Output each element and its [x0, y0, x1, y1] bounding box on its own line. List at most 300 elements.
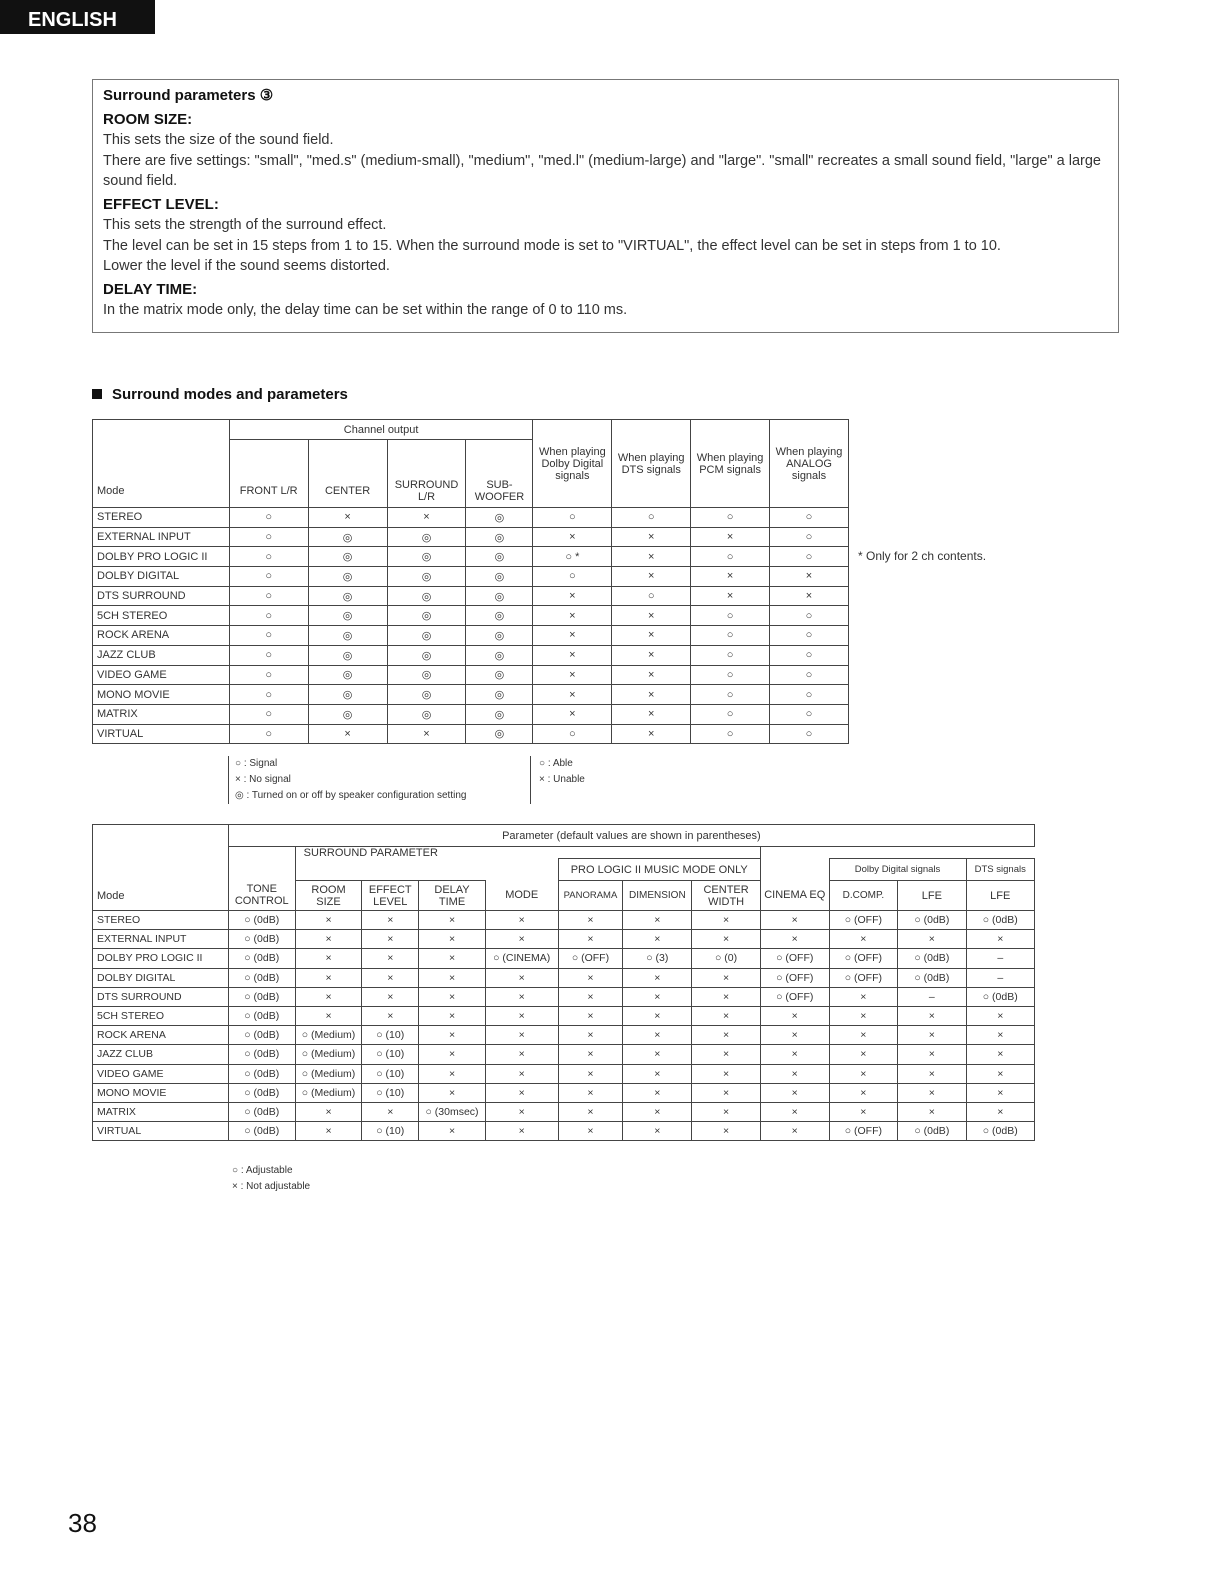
mode-cell: 5CH STEREO	[93, 606, 230, 626]
t1-pcm-header: When playing PCM signals	[691, 420, 770, 508]
table-row	[93, 626, 849, 646]
table-cell: ◎	[466, 527, 533, 547]
table-cell: ×	[898, 1006, 966, 1025]
mode-cell: DTS SURROUND	[93, 586, 230, 606]
effect-level-line3: Lower the level if the sound seems distorted.	[103, 258, 390, 274]
table-cell: ×	[533, 685, 612, 705]
table-cell: ×	[558, 1006, 623, 1025]
table-cell: ○	[691, 724, 770, 744]
table-cell: ×	[485, 930, 558, 949]
table-cell: ◎	[387, 704, 466, 724]
table-cell: ○	[770, 724, 849, 744]
table-cell: ◎	[308, 586, 387, 606]
table-cell: ×	[612, 704, 691, 724]
table-cell: ○	[770, 626, 849, 646]
table-cell: ×	[612, 606, 691, 626]
legend-signal: ○ : Signal	[235, 758, 278, 769]
table-cell: ○	[612, 586, 691, 606]
table-cell: ○ (0dB)	[228, 1064, 295, 1083]
table-cell: ○ (0dB)	[228, 1122, 295, 1141]
t1-surround-header: SURROUND L/R	[387, 440, 466, 508]
mode-cell: MONO MOVIE	[93, 685, 230, 705]
table-row	[93, 1102, 1035, 1121]
table-cell: ×	[612, 626, 691, 646]
table-cell: ○ (0dB)	[228, 1045, 295, 1064]
t2-tone-spacer	[228, 847, 295, 881]
table-cell: –	[898, 987, 966, 1006]
table-cell: ×	[533, 626, 612, 646]
mode-cell: VIRTUAL	[93, 1122, 229, 1141]
table-cell: ○ (0dB)	[228, 1083, 295, 1102]
table-row	[93, 987, 1035, 1006]
table-cell: ×	[966, 1083, 1034, 1102]
table-cell: ×	[362, 949, 419, 968]
t2-signal-spacer	[829, 847, 1034, 859]
table-cell: ○	[770, 606, 849, 626]
t2-pl-spacer	[558, 847, 760, 859]
table-cell: ×	[419, 930, 486, 949]
table-cell: ◎	[466, 606, 533, 626]
table-cell: ×	[558, 987, 623, 1006]
page-number: 38	[68, 1508, 97, 1538]
table-cell: ◎	[466, 665, 533, 685]
table-cell: ◎	[308, 606, 387, 626]
t1-dts-header: When playing DTS signals	[612, 420, 691, 508]
room-size-heading: ROOM SIZE:	[103, 110, 193, 128]
table-cell: ○ (0dB)	[228, 930, 295, 949]
table-cell: ×	[829, 930, 898, 949]
mode-cell: VIRTUAL	[93, 724, 230, 744]
table-cell: ○ (0dB)	[966, 987, 1034, 1006]
table-cell: ×	[829, 1026, 898, 1045]
table-cell: ○	[229, 508, 308, 528]
t2-pro-logic-header: PRO LOGIC II MUSIC MODE ONLY	[558, 859, 760, 881]
t2-mode-header: Mode	[93, 825, 229, 911]
table-cell: ×	[485, 1045, 558, 1064]
table-cell: ×	[692, 1026, 761, 1045]
table-cell: ○ (0dB)	[966, 911, 1034, 930]
mode-cell: ROCK ARENA	[93, 1026, 229, 1045]
t2-dcomp-header: D.COMP.	[829, 881, 898, 911]
t2-mode-col-header: MODE	[485, 881, 558, 911]
table-cell: ×	[558, 1083, 623, 1102]
t1-dolby-header: When playing Dolby Digital signals	[533, 420, 612, 508]
legend-no-signal: × : No signal	[235, 774, 291, 785]
table-cell: ×	[966, 1045, 1034, 1064]
table-row	[93, 930, 1035, 949]
table-cell: ×	[362, 1006, 419, 1025]
table-cell: ×	[295, 968, 362, 987]
table-cell: ◎	[308, 685, 387, 705]
table-cell: ○	[691, 508, 770, 528]
table-cell: ×	[558, 1045, 623, 1064]
table-cell: ×	[760, 1083, 829, 1102]
table-row	[93, 704, 849, 724]
table-cell: ×	[485, 1006, 558, 1025]
table-cell: ×	[533, 665, 612, 685]
table-cell: ◎	[308, 704, 387, 724]
table-cell: ×	[362, 968, 419, 987]
table-cell: ○ (0dB)	[228, 968, 295, 987]
table-cell: ×	[485, 1064, 558, 1083]
table-cell: ◎	[466, 724, 533, 744]
table-cell: ○	[691, 645, 770, 665]
table-cell: ○ (CINEMA)	[485, 949, 558, 968]
t2-cinema-spacer	[760, 847, 829, 881]
table-row	[93, 968, 1035, 987]
table-cell: ×	[558, 1064, 623, 1083]
table-cell: ◎	[308, 626, 387, 646]
t2-lfe-dts-header: LFE	[966, 881, 1034, 911]
table-cell: ×	[760, 1006, 829, 1025]
table-cell: ○	[691, 547, 770, 567]
table-cell: ×	[966, 1026, 1034, 1045]
box-title: Surround parameters ③	[103, 87, 274, 104]
table-cell: ×	[295, 1122, 362, 1141]
legend-not-adjustable: × : Not adjustable	[232, 1181, 311, 1192]
mode-cell: DOLBY DIGITAL	[93, 968, 229, 987]
table-cell: ×	[692, 1045, 761, 1064]
table-cell: ×	[558, 930, 623, 949]
table-row	[93, 547, 849, 567]
table-cell: ×	[760, 930, 829, 949]
mode-cell: STEREO	[93, 911, 229, 930]
table-row	[93, 586, 849, 606]
table-cell: ×	[692, 930, 761, 949]
t2-dts-signals-header: DTS signals	[966, 859, 1034, 881]
mode-cell: JAZZ CLUB	[93, 1045, 229, 1064]
table-cell: ○ (0dB)	[228, 949, 295, 968]
table-cell: ×	[692, 1006, 761, 1025]
table-cell: ◎	[308, 665, 387, 685]
table-cell: ×	[623, 1026, 692, 1045]
table-cell: ×	[829, 1102, 898, 1121]
table-cell: ×	[533, 645, 612, 665]
mode-cell: ROCK ARENA	[93, 626, 230, 646]
table-cell: ×	[485, 1083, 558, 1102]
table-cell: ○	[691, 626, 770, 646]
mode-cell: VIDEO GAME	[93, 1064, 229, 1083]
table-cell: ×	[829, 1083, 898, 1102]
table-cell: ◎	[466, 567, 533, 587]
table-cell: ○	[770, 547, 849, 567]
table-cell: ◎	[466, 704, 533, 724]
table-cell: ○ (0dB)	[228, 911, 295, 930]
table-cell: ○ (0dB)	[898, 1122, 966, 1141]
t2-mode-spacer	[485, 847, 558, 881]
table-cell: ◎	[387, 527, 466, 547]
table-cell: ×	[692, 987, 761, 1006]
table-cell: ×	[898, 1083, 966, 1102]
table-cell: ×	[419, 1083, 486, 1102]
table-cell: ×	[362, 1102, 419, 1121]
table-cell: ◎	[466, 685, 533, 705]
table-cell: ○ (10)	[362, 1064, 419, 1083]
table-cell: ○	[770, 508, 849, 528]
table-cell: ×	[419, 987, 486, 1006]
table-row	[93, 1083, 1035, 1102]
table-row	[93, 1006, 1035, 1025]
table-cell: ×	[623, 1006, 692, 1025]
t1-channel-output-header: Channel output	[229, 420, 533, 440]
table-cell: ○	[229, 606, 308, 626]
table-cell: ×	[419, 949, 486, 968]
table-cell: ×	[760, 1102, 829, 1121]
t2-panorama-header: PANORAMA	[558, 881, 623, 911]
table-cell: ○ (0dB)	[228, 1026, 295, 1045]
mode-cell: DOLBY DIGITAL	[93, 567, 230, 587]
table-cell: ○ (Medium)	[295, 1064, 362, 1083]
table-cell: ×	[623, 968, 692, 987]
table-cell: ×	[760, 1026, 829, 1045]
table-cell: ×	[419, 1026, 486, 1045]
table-cell: ○	[229, 586, 308, 606]
table-cell: ×	[612, 527, 691, 547]
t1-subwoofer-header: SUB-WOOFER	[466, 440, 533, 508]
table-cell: ◎	[466, 547, 533, 567]
table-cell: ○ (0dB)	[898, 949, 966, 968]
table-cell: ×	[692, 1102, 761, 1121]
table-cell: ×	[295, 1102, 362, 1121]
table-cell: ×	[558, 1026, 623, 1045]
delay-time-heading: DELAY TIME:	[103, 280, 198, 298]
table-row	[93, 567, 849, 587]
t1-analog-header: When playing ANALOG signals	[770, 420, 849, 508]
square-bullet-icon	[92, 389, 102, 399]
table-cell: ×	[692, 1122, 761, 1141]
table-cell: ○	[533, 567, 612, 587]
able-legend	[530, 756, 585, 804]
table-cell: ×	[623, 1064, 692, 1083]
table-cell: ×	[485, 1102, 558, 1121]
mode-cell: MONO MOVIE	[93, 1083, 229, 1102]
table-cell: ○ (Medium)	[295, 1026, 362, 1045]
mode-cell: MATRIX	[93, 704, 230, 724]
language-tab: ENGLISH	[0, 0, 155, 34]
table-cell: ○ (Medium)	[295, 1083, 362, 1102]
surround-parameters-box	[92, 79, 1119, 333]
table-cell: ×	[295, 911, 362, 930]
table-cell: ×	[533, 704, 612, 724]
table-cell: ○ (30msec)	[419, 1102, 486, 1121]
contents-note: * Only for 2 ch contents.	[858, 549, 987, 563]
table-cell: ×	[623, 987, 692, 1006]
table-cell: ○ (10)	[362, 1122, 419, 1141]
table-cell: ×	[692, 968, 761, 987]
table-cell: ×	[623, 930, 692, 949]
t1-mode-header: Mode	[93, 420, 230, 508]
table-cell: ○	[229, 704, 308, 724]
table-cell: ×	[770, 567, 849, 587]
table-cell: ×	[829, 1006, 898, 1025]
table-cell: ○	[533, 508, 612, 528]
table-cell: ×	[898, 1064, 966, 1083]
table-cell: ×	[966, 930, 1034, 949]
table-cell: ×	[829, 987, 898, 1006]
table-cell: ×	[533, 606, 612, 626]
table-cell: ◎	[466, 508, 533, 528]
table-cell: ○ *	[533, 547, 612, 567]
table-cell: ×	[419, 911, 486, 930]
table-cell: ×	[533, 586, 612, 606]
table-row	[93, 1026, 1035, 1045]
t2-room-header: ROOM SIZE	[295, 881, 362, 911]
table-cell: ×	[966, 1064, 1034, 1083]
table-cell: ×	[558, 968, 623, 987]
table-row	[93, 606, 849, 626]
mode-cell: DTS SURROUND	[93, 987, 229, 1006]
table-cell: ×	[612, 547, 691, 567]
table-cell: ×	[623, 1045, 692, 1064]
table-cell: ×	[308, 724, 387, 744]
table-cell: ○	[229, 626, 308, 646]
mode-cell: STEREO	[93, 508, 230, 528]
table-row	[93, 949, 1035, 968]
table-cell: ○	[691, 606, 770, 626]
t2-cinema-header: CINEMA EQ	[760, 881, 829, 911]
table-cell: ×	[692, 911, 761, 930]
table-row	[93, 665, 849, 685]
table-cell: ○ (0dB)	[228, 1006, 295, 1025]
effect-level-heading: EFFECT LEVEL:	[103, 195, 219, 213]
table-cell: ○	[770, 685, 849, 705]
table-cell: ◎	[387, 665, 466, 685]
t1-center-header: CENTER	[308, 440, 387, 508]
table-cell: ×	[485, 1122, 558, 1141]
table-cell: ○ (0dB)	[898, 968, 966, 987]
table-cell: ×	[612, 567, 691, 587]
table-row	[93, 724, 849, 744]
table-cell: ○	[770, 665, 849, 685]
table-cell: ○ (OFF)	[760, 949, 829, 968]
table-cell: ×	[623, 1122, 692, 1141]
mode-cell: JAZZ CLUB	[93, 645, 230, 665]
delay-time-line1: In the matrix mode only, the delay time can be set within the range of 0 to 110 ms.	[103, 302, 628, 318]
table-cell: ○	[691, 685, 770, 705]
table-cell: ×	[387, 508, 466, 528]
table-cell: ×	[419, 1064, 486, 1083]
table-cell: ×	[419, 1122, 486, 1141]
table-cell: ○ (OFF)	[829, 1122, 898, 1141]
table-cell: ×	[419, 968, 486, 987]
table-row	[93, 645, 849, 665]
signal-legend	[228, 756, 466, 804]
table-cell: ×	[966, 1102, 1034, 1121]
section-title	[92, 386, 348, 403]
table-cell: ×	[362, 911, 419, 930]
table-cell: ○ (0dB)	[966, 1122, 1034, 1141]
table-cell: ○	[612, 508, 691, 528]
table-cell: ◎	[387, 626, 466, 646]
table-cell: ◎	[466, 586, 533, 606]
table-cell: ○ (0dB)	[898, 911, 966, 930]
table-cell: ×	[485, 911, 558, 930]
table-cell: ×	[419, 1045, 486, 1064]
table-cell: –	[966, 949, 1034, 968]
table-cell: –	[966, 968, 1034, 987]
table-row	[93, 1045, 1035, 1064]
table-cell: ×	[295, 987, 362, 1006]
table-cell: ○	[229, 724, 308, 744]
mode-cell: EXTERNAL INPUT	[93, 527, 230, 547]
table-cell: ◎	[387, 645, 466, 665]
table-cell: ×	[558, 1122, 623, 1141]
t2-dolby-signals-header: Dolby Digital signals	[829, 859, 966, 881]
table-cell: ○ (OFF)	[558, 949, 623, 968]
table-cell: ◎	[466, 626, 533, 646]
table-cell: ×	[829, 1064, 898, 1083]
table-row	[93, 1122, 1035, 1141]
t2-delay-header: DELAY TIME	[419, 881, 486, 911]
t2-surround-parameter-header: SURROUND PARAMETER	[295, 847, 485, 881]
mode-cell: EXTERNAL INPUT	[93, 930, 229, 949]
table-row	[93, 1064, 1035, 1083]
table-cell: ○ (OFF)	[760, 968, 829, 987]
t2-effect-header: EFFECT LEVEL	[362, 881, 419, 911]
table-row	[93, 527, 849, 547]
table-cell: ◎	[387, 606, 466, 626]
t2-lfe-header: LFE	[898, 881, 966, 911]
table-cell: ×	[387, 724, 466, 744]
table-cell: ×	[558, 911, 623, 930]
table-cell: ×	[760, 911, 829, 930]
table-row	[93, 685, 849, 705]
t2-center-width-header: CENTER WIDTH	[692, 881, 761, 911]
table-cell: ○ (0dB)	[228, 1102, 295, 1121]
effect-level-line1: This sets the strength of the surround effect.	[103, 217, 387, 233]
table-cell: ×	[612, 724, 691, 744]
table-cell: ×	[760, 1064, 829, 1083]
adjustable-legend	[232, 1163, 310, 1195]
legend-speaker-config: ◎ : Turned on or off by speaker configuration setting	[235, 790, 467, 801]
table-cell: ×	[692, 1064, 761, 1083]
table-cell: ○	[770, 645, 849, 665]
table-cell: ○	[229, 685, 308, 705]
table-cell: ×	[760, 1045, 829, 1064]
table-cell: ◎	[308, 527, 387, 547]
table-cell: ×	[760, 1122, 829, 1141]
parameter-table	[92, 824, 1035, 1141]
table-cell: ×	[295, 930, 362, 949]
table-cell: ◎	[308, 567, 387, 587]
table-cell: ○ (0)	[692, 949, 761, 968]
table-cell: ○	[229, 645, 308, 665]
table-cell: ×	[485, 968, 558, 987]
table-cell: ×	[691, 527, 770, 547]
channel-output-table	[92, 419, 849, 744]
table-cell: ×	[485, 987, 558, 1006]
table-cell: ×	[558, 1102, 623, 1121]
table-cell: ◎	[387, 685, 466, 705]
table-cell: ○	[691, 704, 770, 724]
table-cell: ○ (Medium)	[295, 1045, 362, 1064]
table-cell: ○	[229, 567, 308, 587]
table-cell: ◎	[308, 547, 387, 567]
table-cell: ◎	[308, 645, 387, 665]
legend-unable: × : Unable	[539, 774, 585, 785]
mode-cell: MATRIX	[93, 1102, 229, 1121]
table-row	[93, 911, 1035, 930]
legend-adjustable: ○ : Adjustable	[232, 1165, 293, 1176]
table-cell: ×	[612, 645, 691, 665]
table-cell: ○	[533, 724, 612, 744]
table-cell: ×	[691, 567, 770, 587]
table-cell: ×	[898, 1045, 966, 1064]
t2-dimension-header: DIMENSION	[623, 881, 692, 911]
table-cell: ◎	[387, 567, 466, 587]
table-cell: ○	[770, 704, 849, 724]
table-cell: ×	[829, 1045, 898, 1064]
